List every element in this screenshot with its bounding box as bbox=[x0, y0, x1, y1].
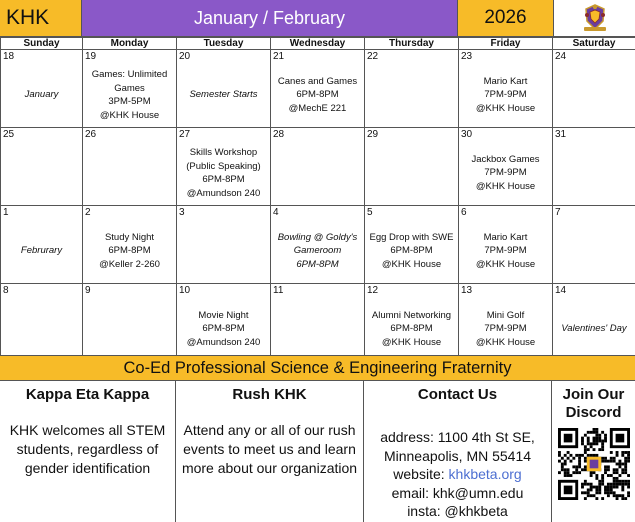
day-number: 13 bbox=[461, 285, 473, 296]
event-text bbox=[83, 297, 176, 361]
day-cell bbox=[459, 50, 553, 128]
contact-body bbox=[364, 428, 551, 521]
day-number: 6 bbox=[461, 207, 467, 218]
calendar-grid bbox=[0, 37, 635, 362]
event-text: Canes and Games 6PM-8PM @MechE 221 bbox=[277, 75, 358, 114]
day-number: 9 bbox=[85, 285, 91, 296]
day-number: 3 bbox=[179, 207, 185, 218]
day-number: 8 bbox=[3, 285, 9, 296]
day-number: 20 bbox=[179, 51, 191, 62]
rush-body: Attend any or all of our rush events to meet us and learn more about our organization bbox=[181, 422, 358, 476]
calendar-header bbox=[0, 0, 635, 37]
weekday-wednesday: Wednesday bbox=[271, 38, 365, 50]
crest-icon bbox=[554, 0, 635, 36]
event-text: January bbox=[24, 89, 59, 101]
day-cell bbox=[271, 50, 365, 128]
day-number: 28 bbox=[273, 129, 285, 140]
day-number: 11 bbox=[273, 285, 284, 296]
day-number: 26 bbox=[85, 129, 97, 140]
event-text bbox=[271, 297, 364, 361]
event-text: Alumni Networking 6PM-8PM @KHK House bbox=[371, 309, 452, 348]
event-text bbox=[271, 141, 364, 205]
weekday-monday: Monday bbox=[83, 38, 177, 50]
event-text bbox=[1, 141, 82, 205]
event-text bbox=[553, 219, 635, 283]
event-text: Mini Golf 7PM-9PM @KHK House bbox=[475, 309, 536, 348]
event-text: Egg Drop with SWE 6PM-8PM @KHK House bbox=[369, 231, 454, 270]
event-text bbox=[177, 219, 270, 283]
discord-title: Join Our Discord bbox=[562, 386, 625, 421]
day-cell bbox=[459, 284, 553, 362]
discord-section bbox=[552, 381, 635, 522]
event-text: Skills Workshop (Public Speaking) 6PM-8PM @Amundson 240 bbox=[186, 147, 261, 199]
day-cell bbox=[83, 284, 177, 362]
day-cell bbox=[1, 206, 83, 284]
day-cell bbox=[83, 50, 177, 128]
about-title: Kappa Eta Kappa bbox=[25, 386, 150, 403]
day-cell bbox=[365, 206, 459, 284]
event-text: Movie Night 6PM-8PM @Amundson 240 bbox=[186, 309, 261, 348]
event-text: Jackbox Games 7PM-9PM @KHK House bbox=[471, 153, 540, 192]
contact-website-line bbox=[367, 465, 548, 484]
day-number: 1 bbox=[3, 207, 9, 218]
weekday-header-row bbox=[1, 38, 635, 50]
fraternity-banner: Co-Ed Professional Science & Engineering Fraternity bbox=[0, 355, 635, 381]
about-section bbox=[0, 381, 176, 522]
contact-section bbox=[364, 381, 552, 522]
event-text bbox=[365, 141, 458, 205]
day-number: 21 bbox=[273, 51, 285, 62]
day-number: 2 bbox=[85, 207, 91, 218]
day-cell bbox=[365, 284, 459, 362]
day-cell bbox=[553, 206, 635, 284]
contact-address: address: 1100 4th St SE, Minneapolis, MN 55414 bbox=[380, 429, 535, 464]
day-cell bbox=[553, 50, 635, 128]
qr-code-icon[interactable] bbox=[558, 428, 630, 500]
day-number: 24 bbox=[555, 51, 567, 62]
month-title: January / February bbox=[82, 0, 458, 36]
day-number: 25 bbox=[3, 129, 15, 140]
calendar-week-row bbox=[1, 206, 635, 284]
day-number: 31 bbox=[555, 129, 567, 140]
contact-title: Contact Us bbox=[417, 386, 498, 403]
day-cell bbox=[177, 206, 271, 284]
calendar-week-row bbox=[1, 284, 635, 362]
event-text: Mario Kart 7PM-9PM @KHK House bbox=[475, 75, 536, 114]
day-cell bbox=[553, 128, 635, 206]
day-number: 22 bbox=[367, 51, 379, 62]
event-text: Mario Kart 7PM-9PM @KHK House bbox=[475, 231, 536, 270]
day-number: 10 bbox=[179, 285, 191, 296]
weekday-saturday: Saturday bbox=[553, 38, 635, 50]
info-footer bbox=[0, 381, 635, 522]
org-name: KHK bbox=[0, 0, 82, 36]
website-link[interactable]: khkbeta.org bbox=[448, 466, 522, 482]
website-label: website: bbox=[393, 466, 449, 482]
day-number: 29 bbox=[367, 129, 379, 140]
contact-email: email: khk@umn.edu bbox=[391, 484, 524, 501]
day-cell bbox=[271, 206, 365, 284]
event-text: Semester Starts bbox=[189, 89, 258, 101]
day-number: 18 bbox=[3, 51, 15, 62]
day-cell bbox=[177, 50, 271, 128]
day-cell bbox=[177, 128, 271, 206]
weekday-tuesday: Tuesday bbox=[177, 38, 271, 50]
day-cell bbox=[83, 206, 177, 284]
day-number: 4 bbox=[273, 207, 279, 218]
event-text bbox=[553, 141, 635, 205]
rush-title: Rush KHK bbox=[232, 386, 307, 403]
day-number: 14 bbox=[555, 285, 567, 296]
day-cell bbox=[459, 128, 553, 206]
event-text: Bowling @ Goldy's Gameroom 6PM-8PM bbox=[277, 231, 358, 270]
day-number: 5 bbox=[367, 207, 373, 218]
day-cell bbox=[553, 284, 635, 362]
day-cell bbox=[271, 128, 365, 206]
day-cell bbox=[1, 128, 83, 206]
weekday-thursday: Thursday bbox=[365, 38, 459, 50]
event-text bbox=[553, 63, 635, 127]
rush-section bbox=[176, 381, 364, 522]
event-text: Valentines' Day bbox=[561, 323, 627, 335]
day-number: 7 bbox=[555, 207, 561, 218]
day-cell bbox=[83, 128, 177, 206]
day-number: 27 bbox=[179, 129, 191, 140]
year-label: 2026 bbox=[458, 0, 554, 36]
day-number: 19 bbox=[85, 51, 97, 62]
day-cell bbox=[459, 206, 553, 284]
calendar-week-row bbox=[1, 50, 635, 128]
day-cell bbox=[271, 284, 365, 362]
day-number: 12 bbox=[367, 285, 379, 296]
day-number: 30 bbox=[461, 129, 473, 140]
event-text bbox=[1, 297, 82, 361]
day-cell bbox=[365, 50, 459, 128]
contact-insta: insta: @khkbeta bbox=[407, 503, 508, 519]
day-cell bbox=[365, 128, 459, 206]
weekday-friday: Friday bbox=[459, 38, 553, 50]
calendar-week-row bbox=[1, 128, 635, 206]
about-body: KHK welcomes all STEM students, regardless of gender identification bbox=[9, 422, 166, 476]
day-cell bbox=[1, 284, 83, 362]
event-text: Games: Unlimited Games 3PM-5PM @KHK House bbox=[91, 69, 168, 121]
day-number: 23 bbox=[461, 51, 473, 62]
event-text bbox=[365, 63, 458, 127]
day-cell bbox=[1, 50, 83, 128]
weekday-sunday: Sunday bbox=[1, 38, 83, 50]
day-cell bbox=[177, 284, 271, 362]
event-text bbox=[83, 141, 176, 205]
event-text: Study Night 6PM-8PM @Keller 2-260 bbox=[99, 231, 160, 270]
event-text: Februrary bbox=[20, 245, 63, 257]
